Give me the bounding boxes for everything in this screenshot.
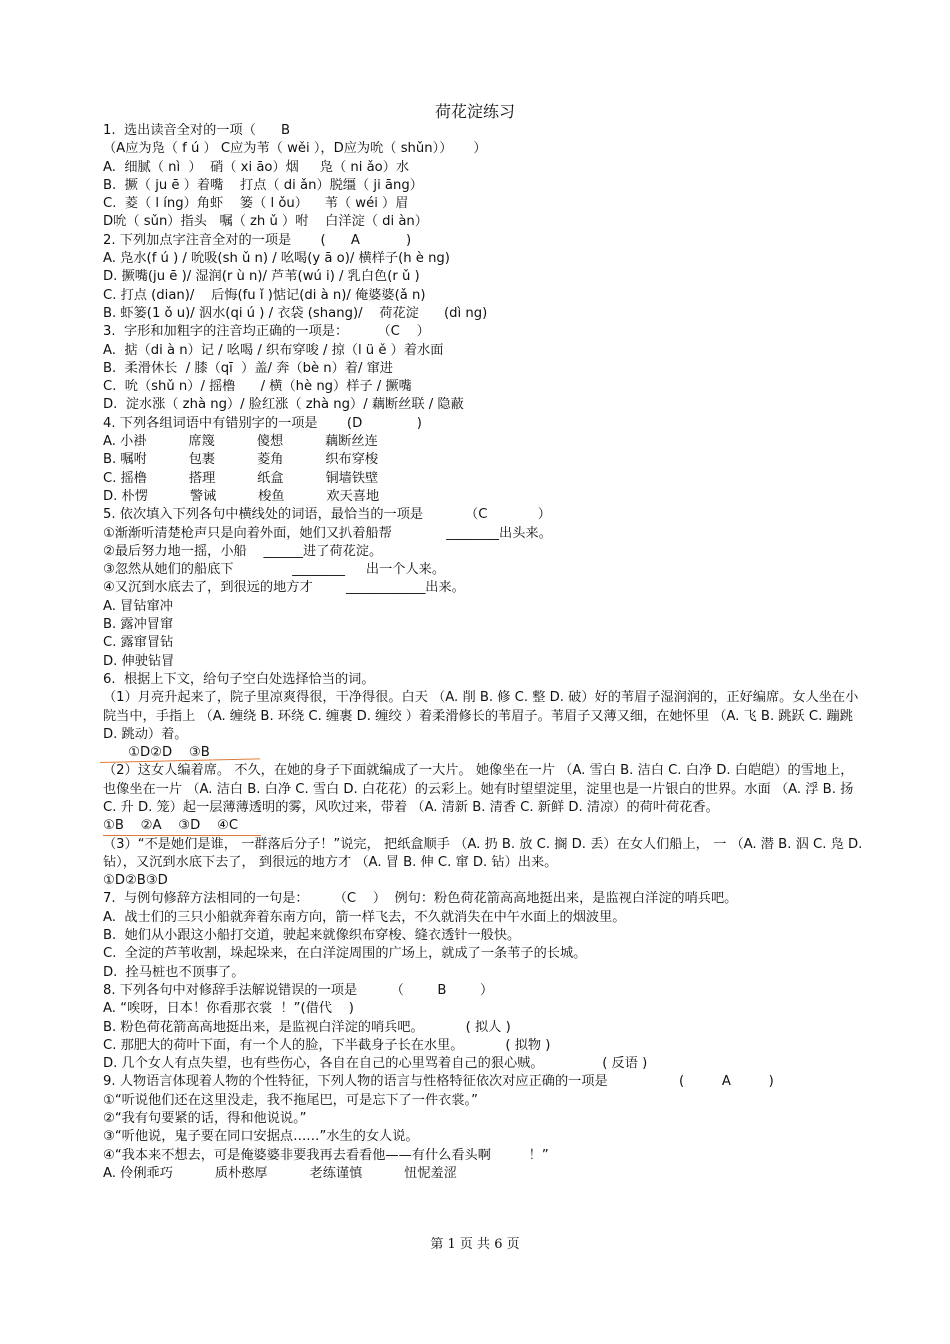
- option-line: D. 拴马桩也不顶事了。: [103, 964, 245, 980]
- question-6-paragraph-2: （2）这女人编着席。 不久，在她的身子下面就编成了一大片。 她像坐在一片 （A. 雪白 B. 洁白 C. 白净 D. 白皑皑）的雪地上，也像坐在一片 （A. 洁白 B. 白净 C. 雪白 D. 白花花）的云彩上。她有时望望淀里，淀里也是一片银白的世界。水面 （A. 浮 B. 扬 C. 升 D. 笼）起一层薄薄透明的雾，风吹过来，带着 （A. 清新 B. 清香 C. 新鲜 D. 清凉）的荷叶荷花香。: [103, 763, 854, 815]
- option-line: D. 几个女人有点失望，也有些伤心，各自在自己的心里骂着自己的狠心贼。 ( 反语 ): [103, 1056, 648, 1072]
- option-line: C. 露窜冒钻: [103, 635, 174, 651]
- option-line: A. 伶俐乖巧 质朴憨厚 老练谨慎 忸怩羞涩: [103, 1165, 457, 1181]
- option-line: D吮（ sǔn）指头 嘱（ zh ǔ ）咐 白洋淀（ di àn）: [103, 214, 428, 230]
- option-line: B. 她们从小跟这小船打交道，驶起来就像织布穿梭、缝衣透针一般快。: [103, 928, 521, 944]
- page-footer: 第 1 页 共 6 页: [430, 1237, 520, 1252]
- quote-line: ②“我有句要紧的话，得和他说说。”: [103, 1111, 307, 1127]
- question-9-stem: 9. 人物语言体现着人物的个性特征，下列人物的语言与性格特征依次对应正确的一项是 ( A ): [103, 1074, 774, 1090]
- option-line: A. 细腻（ nì ） 硝（ xi āo）烟 凫（ ni ǎo）水: [103, 159, 410, 175]
- question-8-stem: 8. 下列各句中对修辞手法解说错误的一项是 （ B ）: [103, 982, 494, 998]
- option-line: D. 朴愣 警诫 梭鱼 欢天喜地: [103, 488, 380, 504]
- option-line: C. 全淀的芦苇收割，垛起垛来，在白洋淀周围的广场上，就成了一条苇子的长城。: [103, 946, 587, 962]
- option-line: D. 撅嘴(ju ē )/ 湿润(r ù n)/ 芦苇(wú i) / 乳白色(r ǔ ): [103, 269, 420, 285]
- option-line: B. 粉色荷花箭高高地挺出来，是监视白洋淀的哨兵吧。 ( 拟人 ): [103, 1019, 511, 1035]
- option-line: C. 打点 (dian)/ 后悔(fu ǐ )惦记(di à n)/ 俺婆婆(ǎ n): [103, 287, 426, 303]
- option-line: A. 掂（di à n）记 / 吆喝 / 织布穿唆 / 掠（l ü ě ）着水面: [103, 342, 444, 358]
- option-line: C. 摇橹 搭理 纸盒 铜墙铁壁: [103, 470, 379, 486]
- option-line: A. 凫水(f ú ) / 吮吸(sh ǔ n) / 吆喝(y ā o)/ 横样子(h è ng): [103, 251, 450, 267]
- option-line: C. 那肥大的荷叶下面，有一个人的脸，下半截身子长在水里。 ( 拟物 ): [103, 1037, 551, 1053]
- question-1-stem: 1. 选出读音全对的一项（ B: [103, 123, 291, 138]
- option-line: A. 小褂 席篾 傻想 藕断丝连: [103, 434, 378, 450]
- option-line: B. 虾篓(1 ǒ u)/ 泅水(qi ú ) / 衣袋 (shang)/ 荷花淀 (dì ng): [103, 305, 488, 321]
- option-line: A. 战士们的三只小船就奔着东南方向，箭一样飞去，不久就消失在中午水面上的烟波里。: [103, 909, 626, 925]
- answer-handwritten-1: ①D②D ③B: [103, 745, 210, 761]
- question-1-note: （A应为凫（ f ú ） C应为苇（ wěi ），D应为吮（ shǔn）） ）: [103, 141, 487, 157]
- sentence-line: ①渐渐听清楚枪声只是向着外面，她们又扒着船帮 ________出头来。: [103, 525, 552, 541]
- option-line: A. 冒钻窜冲: [103, 598, 173, 614]
- option-line: D. 淀水涨（ zhà ng）/ 脸红涨（ zhà ng）/ 藕断丝联 / 隐蔽: [103, 397, 464, 413]
- option-line: D. 伸驶钻冒: [103, 653, 175, 669]
- quote-line: ③“听他说，鬼子要在同口安据点……”水生的女人说。: [103, 1129, 419, 1145]
- option-line: C. 菱（ l íng）角虾 篓（ l ǒu） 苇（ wéi ）眉: [103, 196, 409, 212]
- option-line: B. 撅（ ju ē ）着嘴 打点（ di ǎn）脱缰（ ji āng）: [103, 177, 423, 193]
- option-line: B. 柔滑休长 / 膝（qī ）盖/ 奔（bè n）着/ 窜进: [103, 360, 393, 376]
- question-5-stem: 5. 依次填入下列各句中横线处的词语，最恰当的一项是 （C ）: [103, 507, 551, 523]
- sentence-line: ②最后努力地一摇，小船 ______进了荷花淀。: [103, 543, 383, 559]
- answer-line: ①D②B③D: [103, 873, 168, 889]
- sentence-line: ③忽然从她们的船底下 ________ 出一个人来。: [103, 562, 446, 578]
- question-4-stem: 4. 下列各组词语中有错别字的一项是 (D ): [103, 415, 422, 431]
- question-3-stem: 3. 字形和加粗字的注音均正确的一项是： （C ）: [103, 324, 430, 340]
- question-6-paragraph-1: （1）月亮升起来了，院子里凉爽得很，干净得很。白天 （A. 削 B. 修 C. 整 D. 破）好的苇眉子湿润润的，正好编席。女人坐在小院当中，手指上 （A. 缠绕 B. 环绕 C. 缠裹 D. 缠绞 ）着柔滑修长的苇眉子。苇眉子又薄又细，在她怀里 （A. 飞 B. 跳跃 C. 蹦跳 D. 跳动）着。: [103, 690, 859, 742]
- question-6-stem: 6. 根据上下文，给句子空白处选择恰当的词。: [103, 671, 375, 687]
- quote-line: ④“我本来不想去，可是俺婆婆非要我再去看看他——有什么看头啊 ！”: [103, 1147, 549, 1163]
- quote-line: ①“听说他们还在这里没走，我不拖尾巴，可是忘下了一件衣裳。”: [103, 1092, 478, 1108]
- document-title: 荷花淀练习: [434, 102, 515, 121]
- question-2-stem: 2. 下列加点字注音全对的一项是 ( A ): [103, 232, 412, 248]
- answer-handwritten-2: ①B ②A ③D ④C: [103, 818, 239, 834]
- option-line: A. “唉呀，日本！你看那衣裳 ！”(借代 ): [103, 1001, 354, 1017]
- sentence-line: ④又沉到水底去了，到很远的地方才 ____________出来。: [103, 580, 465, 596]
- exercise-body: [103, 122, 863, 1183]
- option-line: B. 露冲冒窜: [103, 617, 174, 633]
- option-line: B. 嘱咐 包裹 菱角 织布穿梭: [103, 452, 379, 468]
- question-6-paragraph-3: （3）“不是她们是谁， 一群落后分子！”说完， 把纸盒顺手 （A. 扔 B. 放 C. 搁 D. 丢）在女人们船上， 一 （A. 潜 B. 泅 C. 凫 D. 钻），又沉到水底下去了， 到很远的地方才 （A. 冒 B. 伸 C. 窜 D. 钻）出来。: [103, 836, 863, 870]
- question-7-stem: 7. 与例句修辞方法相同的一句是： （C ） 例句：粉色荷花箭高高地挺出来，是监视白洋淀的哨兵吧。: [103, 891, 738, 907]
- option-line: C. 吮（shǔ n）/ 摇橹 / 横（hè ng）样子 / 撅嘴: [103, 379, 412, 395]
